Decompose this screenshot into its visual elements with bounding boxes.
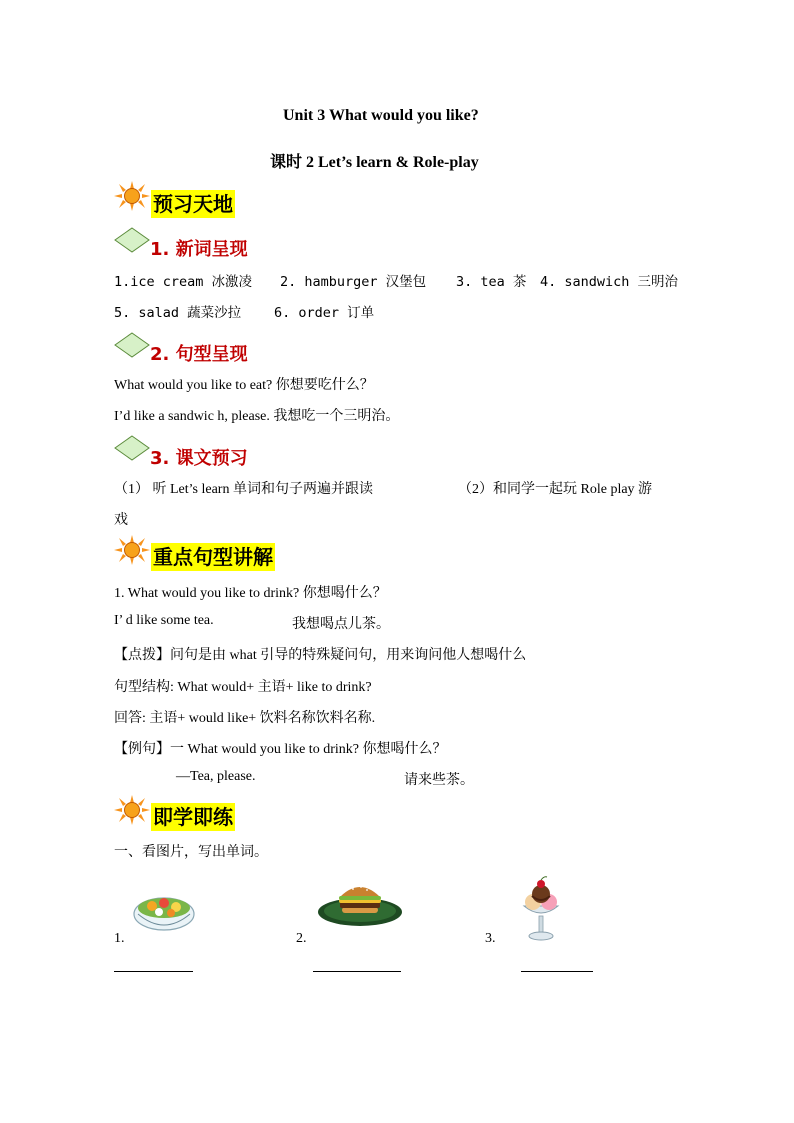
salad-picture: [132, 888, 196, 932]
word-item: 2. hamburger 汉堡包: [280, 274, 427, 290]
key-line: 回答: 主语+ would like+ 饮料名称饮料名称.: [114, 711, 376, 726]
preview-task: （1） 听 Let’s learn 单词和句子两遍并跟读: [114, 482, 373, 497]
page-subtitle: 课时 2 Let’s learn & Role-play: [270, 154, 479, 171]
ice-cream-picture: [518, 876, 564, 942]
key-line: 1. What would you like to drink? 你想喝什么？: [114, 586, 387, 601]
key-line: 我想喝点儿茶。: [292, 617, 390, 632]
sun-icon: [114, 181, 150, 211]
answer-blank[interactable]: [114, 971, 193, 972]
section-heading-preview: 预习天地: [153, 192, 233, 216]
sun-icon: [114, 795, 150, 825]
practice-instruction: 一、看图片，写出单词。: [114, 845, 268, 860]
section-heading-key-sentences: 重点句型讲解: [153, 545, 273, 569]
word-item: 4. sandwich 三明治: [540, 274, 679, 290]
answer-blank[interactable]: [521, 971, 593, 972]
word-item: 1.ice cream 冰激凌: [114, 274, 253, 290]
answer-blank[interactable]: [313, 971, 401, 972]
subheading-sentences: 2. 句型呈现: [150, 344, 248, 365]
word-item: 3. tea 茶: [456, 274, 527, 290]
sentence-line: I’d like a sandwic h, please. 我想吃一个三明治。: [114, 409, 400, 424]
diamond-icon: [114, 227, 150, 253]
hamburger-picture: [317, 880, 403, 928]
key-line: 请来些茶。: [404, 773, 474, 788]
key-line: 句型结构: What would+ 主语+ like to drink?: [114, 680, 372, 695]
key-line: 【点拨】问句是由 what 引导的特殊疑问句，用来询问他人想喝什么: [114, 648, 527, 663]
key-line: I’ d like some tea.: [114, 613, 214, 628]
subheading-new-words: 1. 新词呈现: [150, 239, 248, 260]
diamond-icon: [114, 435, 150, 461]
preview-task: 戏: [114, 513, 128, 528]
subheading-text-preview: 3. 课文预习: [150, 448, 248, 469]
section-heading-practice: 即学即练: [153, 805, 233, 829]
key-line: 【例句】一 What would you like to drink? 你想喝什么？: [114, 742, 447, 757]
practice-item-number: 3.: [485, 931, 496, 946]
practice-item-number: 2.: [296, 931, 307, 946]
diamond-icon: [114, 332, 150, 358]
practice-item-number: 1.: [114, 931, 125, 946]
page-title: Unit 3 What would you like?: [283, 107, 479, 124]
word-item: 6. order 订单: [274, 305, 375, 321]
preview-task: （2）和同学一起玩 Role play 游: [458, 482, 653, 497]
word-item: 5. salad 蔬菜沙拉: [114, 305, 242, 321]
sun-icon: [114, 535, 150, 565]
key-line: —Tea, please.: [176, 769, 256, 784]
sentence-line: What would you like to eat? 你想要吃什么？: [114, 378, 374, 393]
